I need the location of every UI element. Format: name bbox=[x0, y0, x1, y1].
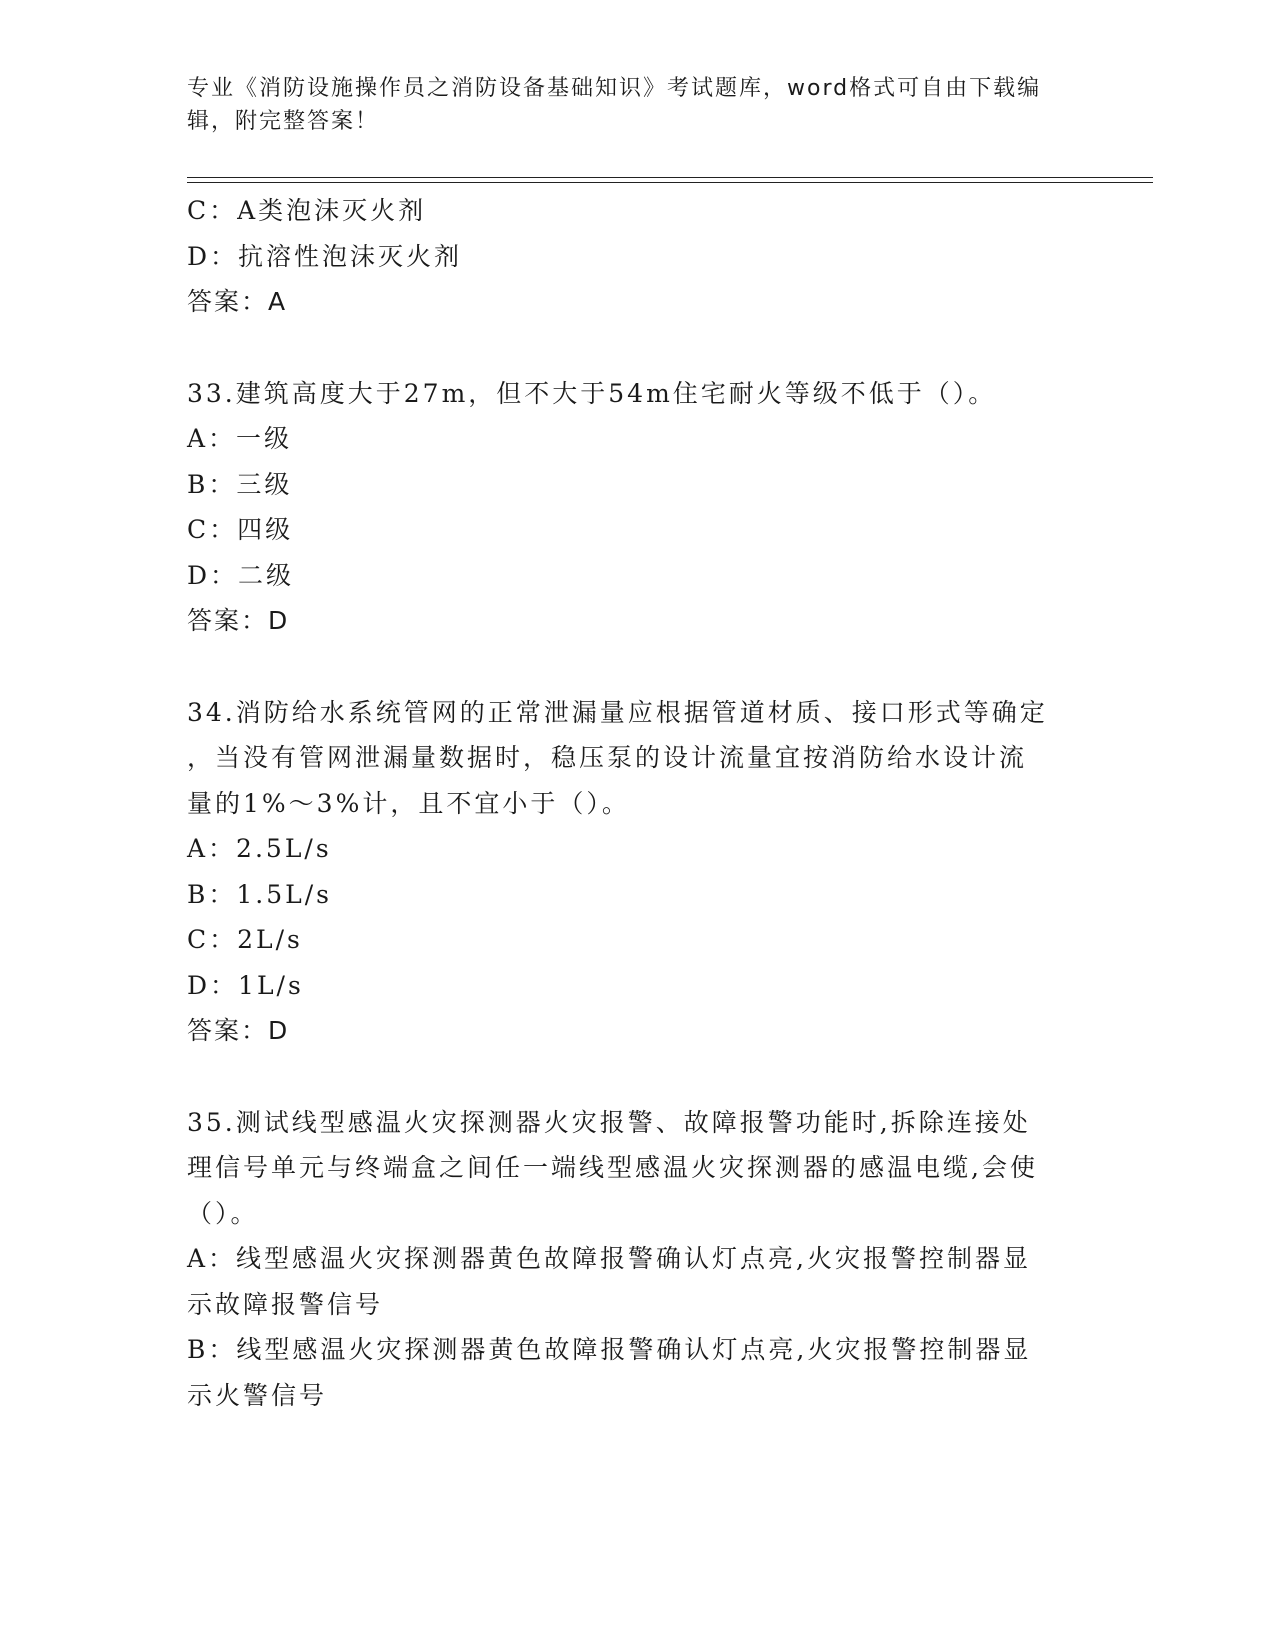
question-stem-line: （）。 bbox=[187, 1198, 259, 1228]
option-b: B：1.5L/s bbox=[187, 879, 332, 909]
option-c: C：2L/s bbox=[187, 925, 303, 954]
question-stem-line: 理信号单元与终端盒之间任一端线型感温火灾探测器的感温电缆,会使 bbox=[187, 1153, 1038, 1182]
question-34 bbox=[187, 690, 1087, 1054]
option-d: D：二级 bbox=[187, 560, 295, 590]
spacer bbox=[187, 325, 1087, 371]
header-title: 专业《消防设施操作员之消防设备基础知识》考试题库，word格式可自由下载编辑，附完整答案！ bbox=[187, 76, 1042, 134]
option-d: D：1L/s bbox=[187, 970, 304, 1000]
option-c: C：A类泡沫灭火剂 bbox=[187, 196, 427, 225]
question-stem-line: 34.消防给水系统管网的正常泄漏量应根据管道材质、接口形式等确定 bbox=[187, 697, 1048, 727]
option-a: A：一级 bbox=[187, 424, 293, 453]
question-stem-line: 量的1%～3%计，且不宜小于（）。 bbox=[187, 788, 630, 818]
option-c: C：四级 bbox=[187, 515, 294, 544]
option-b-line: 示火警信号 bbox=[187, 1380, 328, 1410]
question-stem: 33.建筑高度大于27m，但不大于54m住宅耐火等级不低于（）。 bbox=[187, 378, 997, 408]
option-b-line: B：线型感温火灾探测器黄色故障报警确认灯点亮,火灾报警控制器显 bbox=[187, 1335, 1032, 1364]
option-d: D：抗溶性泡沫灭火剂 bbox=[187, 241, 463, 271]
header-divider-bottom bbox=[187, 182, 1153, 183]
question-list bbox=[187, 188, 1087, 1418]
option-a: A：2.5L/s bbox=[187, 834, 332, 863]
question-35 bbox=[187, 1100, 1087, 1419]
option-a-line: A：线型感温火灾探测器黄色故障报警确认灯点亮,火灾报警控制器显 bbox=[187, 1244, 1032, 1273]
option-a-line: 示故障报警信号 bbox=[187, 1289, 384, 1319]
spacer bbox=[187, 1054, 1087, 1100]
answer-line: 答案：A bbox=[187, 287, 288, 316]
answer-line: 答案：D bbox=[187, 606, 290, 635]
question-33 bbox=[187, 371, 1087, 644]
header-divider-top bbox=[187, 177, 1153, 178]
option-b: B：三级 bbox=[187, 469, 293, 499]
spacer bbox=[187, 644, 1087, 690]
document-header bbox=[187, 72, 1067, 138]
answer-line: 答案：D bbox=[187, 1016, 290, 1045]
question-stem-line: 35.测试线型感温火灾探测器火灾报警、故障报警功能时,拆除连接处 bbox=[187, 1107, 1031, 1137]
question-stem-line: ，当没有管网泄漏量数据时，稳压泵的设计流量宜按消防给水设计流 bbox=[187, 743, 1028, 772]
